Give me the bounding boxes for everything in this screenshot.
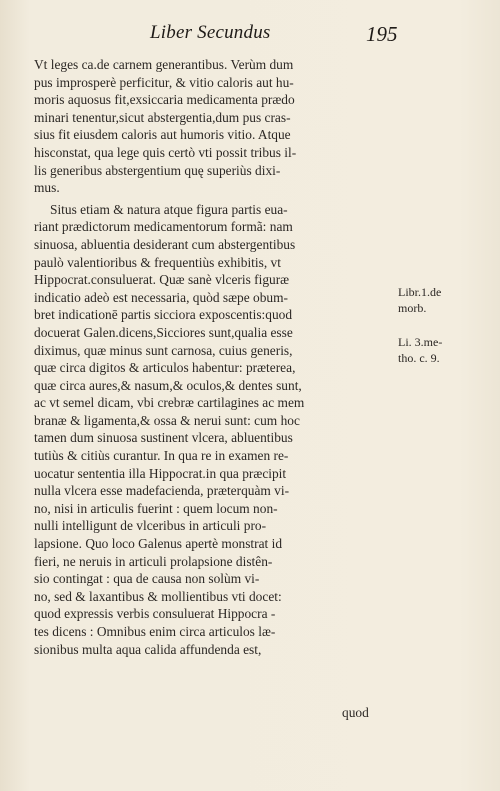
margin-note-line: Libr.1.de [398, 285, 442, 299]
text-line: no, sed & laxantibus & mollientibus vti docet: [34, 588, 282, 604]
text-line: moris aquosus fit,exsiccaria medicamenta prædo [34, 92, 295, 108]
text-line: ac vt semel dicam, vbi crebræ cartilagines ac mem [34, 395, 305, 411]
text-line: branæ & ligamenta,& ossa & nerui sunt: cum hoc [34, 412, 300, 428]
text-line: Situs etiam & natura atque figura partis eua- [50, 201, 288, 217]
margin-note-line: morb. [398, 301, 427, 315]
text-line: sinuosa, abluentia desiderant cum abstergentibus [34, 236, 296, 252]
text-line: pus improsperè perficitur, & vitio caloris aut hu- [34, 74, 294, 90]
text-line: indicatio adeò est necessaria, quòd sæpe obum- [34, 289, 288, 305]
text-line: tutiùs & citiùs curantur. In qua re in examen re- [34, 448, 289, 464]
page-number: 195 [366, 22, 398, 46]
text-line: riant prædictorum medicamentorum formã: nam [34, 219, 293, 235]
text-line: tamen dum sinuosa sustinent vlcera, abluentibus [34, 430, 293, 446]
text-line: mus. [34, 180, 60, 196]
text-line: Hippocrat.consuluerat. Quæ sanè vlceris figuræ [34, 272, 290, 288]
page-header [0, 18, 500, 46]
margin-note [398, 334, 476, 366]
text-line: hisconstat, qua lege quis certò vti possit tribus il- [34, 144, 297, 160]
margin-notes [398, 284, 476, 384]
text-line: lis generibus abstergentium quę superiùs dixi- [34, 162, 281, 178]
text-line: nulli intelligunt de vlceribus in articuli pro- [34, 518, 267, 534]
text-line: no, nisi in articulis fuerint : quem locum non- [34, 500, 278, 516]
text-line: sio contingat : qua de causa non solùm vi- [34, 571, 260, 587]
margin-note [398, 284, 476, 316]
text-line: diximus, quæ minus sunt carnosa, cuius generis, [34, 342, 293, 358]
text-line: bret indicationē partis sicciora exposcentis:quod [34, 307, 293, 323]
text-line: uocatur sententia illa Hippocrat.in qua præcipit [34, 465, 287, 481]
text-line: paulò valentioribus & frequentiùs exhibitis, vt [34, 254, 281, 270]
margin-note-line: Li. 3.me- [398, 335, 443, 349]
text-line: sius fit eiusdem caloris aut humoris vitio. Atque [34, 127, 291, 143]
text-line: lapsione. Quo loco Galenus apertè monstrat id [34, 536, 283, 552]
text-line: sionibus multa aqua calida affundenda est, [34, 641, 262, 657]
text-line: docuerat Galen.dicens,Sicciores sunt,qualia esse [34, 324, 293, 340]
text-line: minari tenentur,sicut abstergentia,dum pus cras- [34, 109, 291, 125]
text-line: tes dicens : Omnibus enim circa articulos læ- [34, 624, 276, 639]
text-line: nulla vlcera esse madefacienda, præterquàm vi- [34, 483, 290, 499]
catchword: quod [342, 705, 369, 720]
text-line: quæ circa digitos & articulos habentur: præterea, [34, 360, 296, 376]
text-line: quæ circa aures,& nasum,& oculos,& dentes sunt, [34, 377, 302, 393]
running-title: Liber Secundus [150, 22, 271, 43]
margin-note-line: tho. c. 9. [398, 351, 440, 365]
text-line: quod expressis verbis consuluerat Hippocra - [34, 606, 276, 622]
text-line: fieri, ne neruis in articuli prolapsione distên- [34, 553, 273, 569]
text-line: Vt leges ca.de carnem generantibus. Verùm dum [34, 57, 294, 72]
main-text-block [34, 56, 404, 658]
